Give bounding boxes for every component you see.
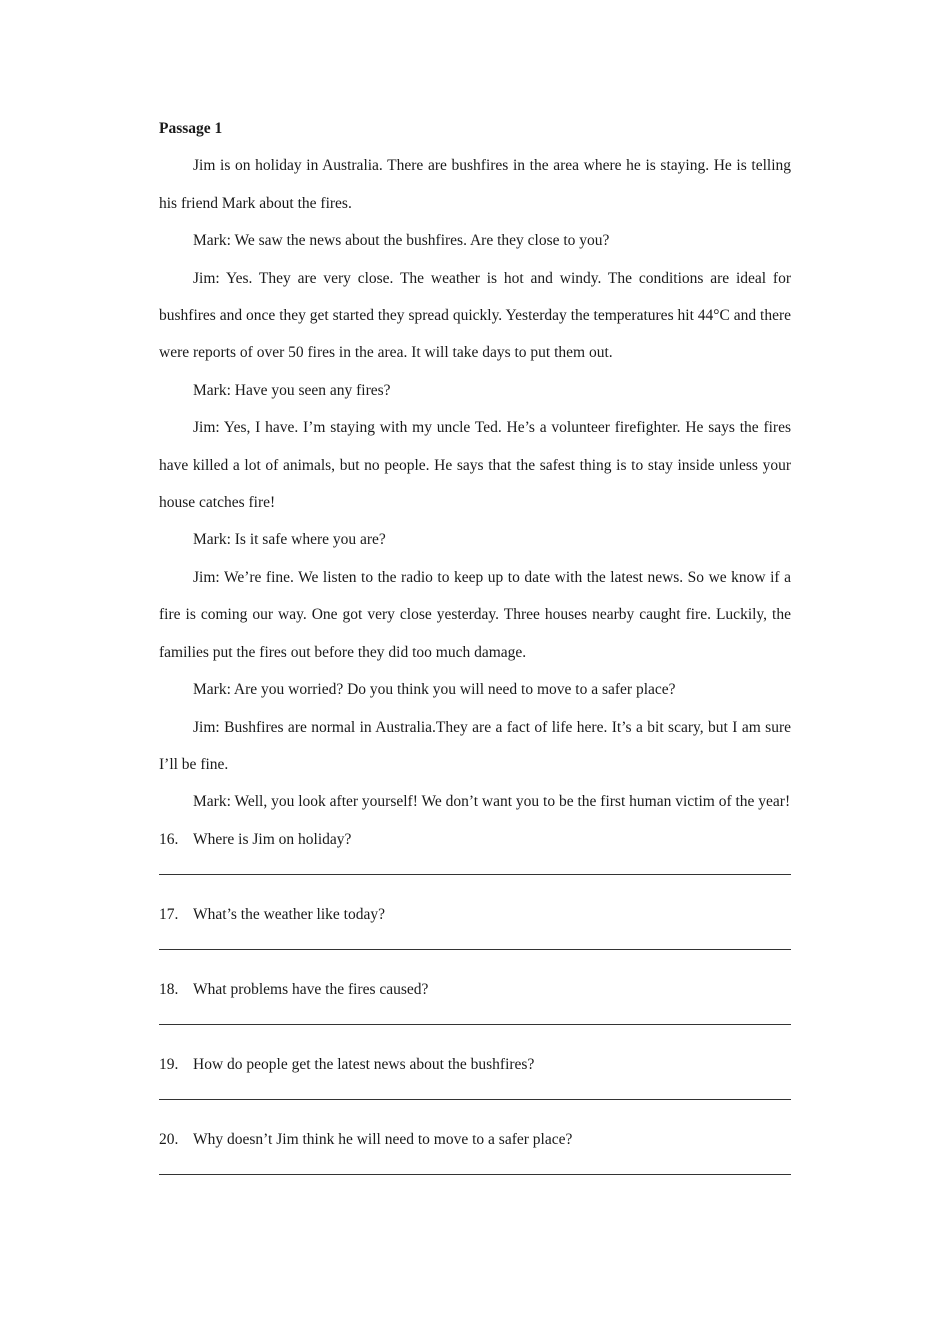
question-item [159,1121,791,1196]
question-text: What’s the weather like today? [193,905,385,923]
answer-line[interactable] [159,1099,791,1100]
answer-line[interactable] [159,1024,791,1025]
question-number: 17. [159,905,179,923]
question-list [159,821,791,1196]
paragraph-dialogue: Mark: Have you seen any fires? [193,381,391,399]
question-number: 19. [159,1055,179,1073]
paragraph-dialogue: Mark: We saw the news about the bushfires. Are they close to you? [193,232,610,250]
paragraph-dialogue: Jim: We’re fine. We listen to the radio to keep up to date with the latest news. So we know if a fire is coming our way. One got very close yesterday. Three houses nearby caught fire. Luckily, the families put the fires out before they did too much damage. [159,568,791,661]
paragraph-dialogue: Mark: Are you worried? Do you think you will need to move to a safer place? [193,681,676,699]
question-item [159,896,791,971]
question-item [159,821,791,896]
passage-title: Passage 1 [159,120,223,137]
paragraph-dialogue: Jim: Yes. They are very close. The weather is hot and windy. The conditions are ideal for bushfires and once they get started they spread quickly. Yesterday the temperatures hit 44°C and there were reports of over 50 fires in the area. It will take days to put them out. [159,269,791,362]
answer-line[interactable] [159,1174,791,1175]
question-item [159,971,791,1046]
paragraph-dialogue: Jim: Yes, I have. I’m staying with my uncle Ted. He’s a volunteer firefighter. He says the fires have killed a lot of animals, but no people. He says that the safest thing is to stay inside unless your house catches fire! [159,419,791,512]
question-number: 16. [159,830,179,848]
question-text: Where is Jim on holiday? [193,830,352,848]
question-text: Why doesn’t Jim think he will need to move to a safer place? [193,1130,573,1148]
question-text: What problems have the fires caused? [193,980,429,998]
question-item [159,1046,791,1121]
document-page [159,110,791,1196]
answer-line[interactable] [159,874,791,875]
question-number: 20. [159,1130,179,1148]
question-number: 18. [159,980,179,998]
answer-line[interactable] [159,949,791,950]
passage-body [159,147,791,820]
paragraph-dialogue: Mark: Is it safe where you are? [193,531,386,549]
paragraph-dialogue: Jim: Bushfires are normal in Australia.They are a fact of life here. It’s a bit scary, but I am sure I’ll be fine. [159,718,791,773]
paragraph-dialogue: Mark: Well, you look after yourself! We don’t want you to be the first human victim of the year! [193,793,791,811]
question-text: How do people get the latest news about the bushfires? [193,1055,535,1073]
paragraph-intro: Jim is on holiday in Australia. There are bushfires in the area where he is staying. He is telling his friend Mark about the fires. [159,157,791,212]
